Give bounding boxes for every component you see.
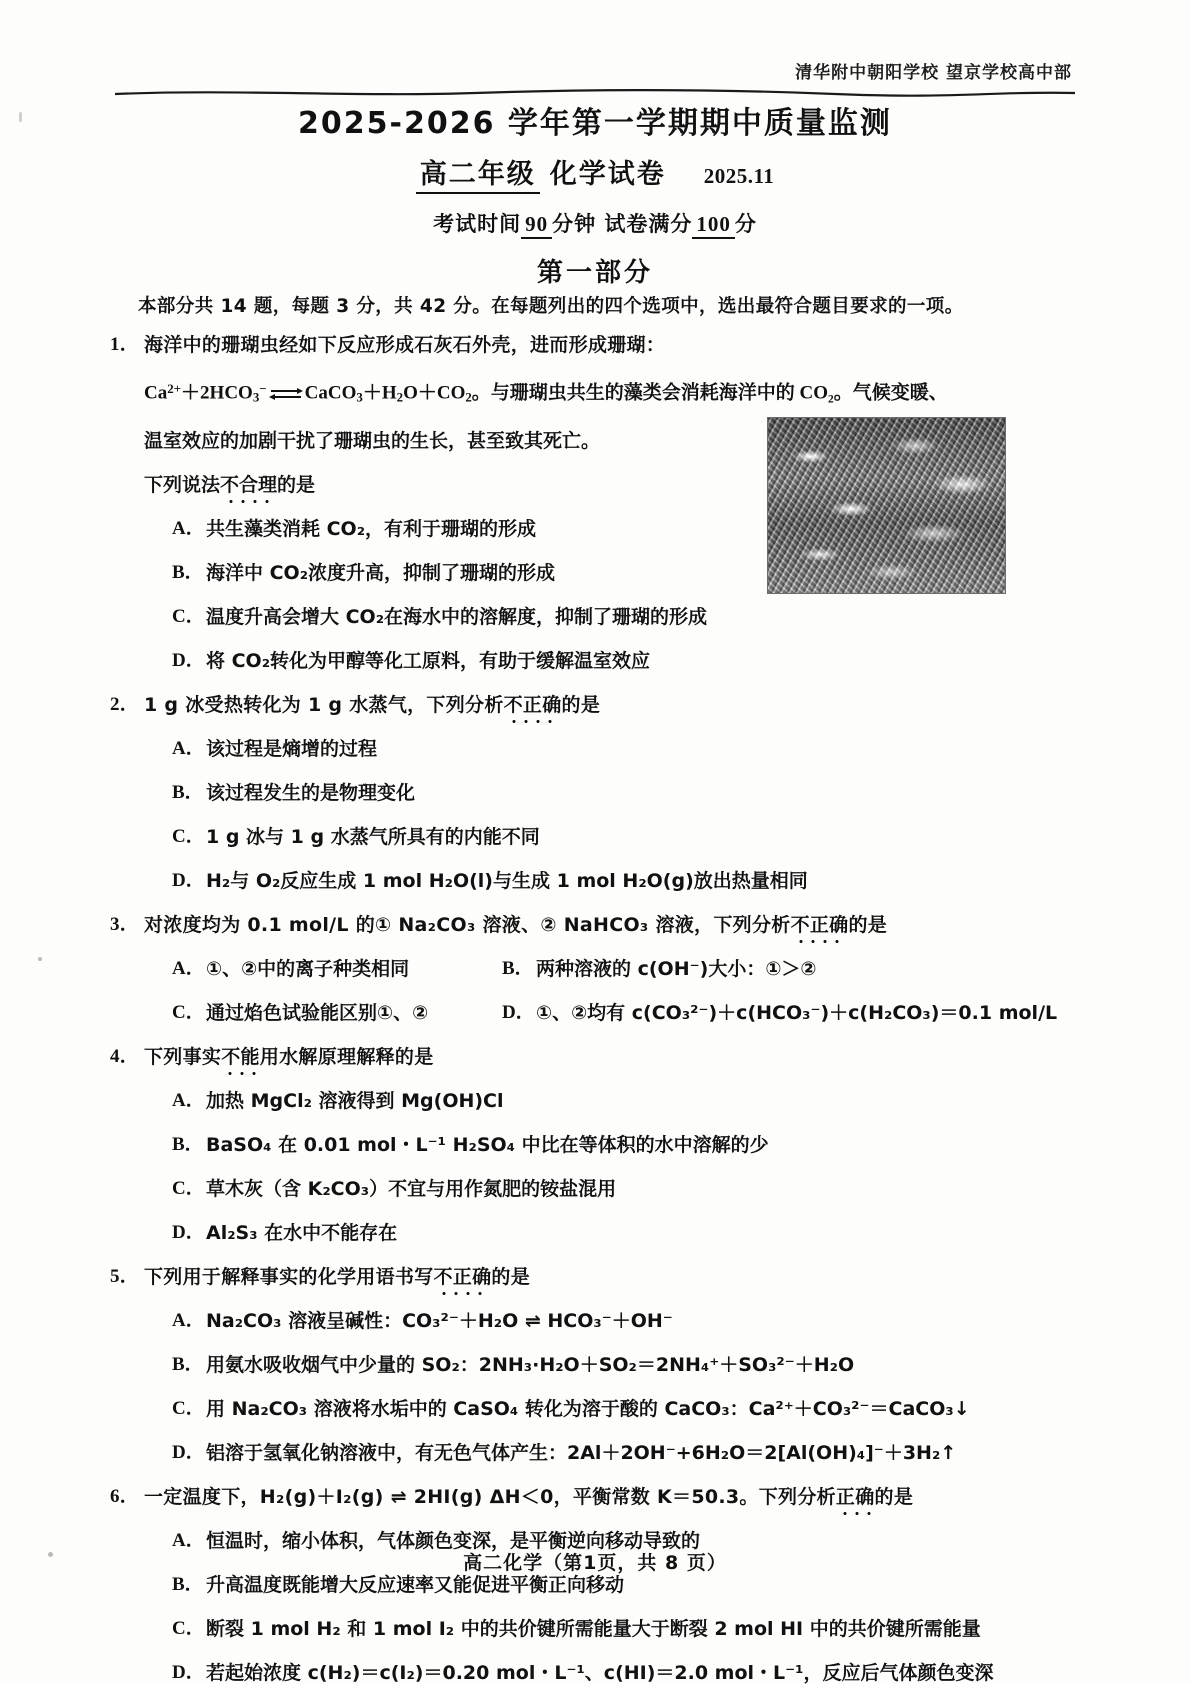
school-name-header: 清华附中朝阳学校 望京学校高中部 (795, 63, 1072, 83)
question-6 (110, 1475, 1100, 1695)
question-1-line4: 下列说法不合理的是 (144, 463, 1100, 507)
question-3 (110, 903, 1100, 1035)
section-title-part-one: 第一部分 (536, 258, 653, 288)
emphasis-dotted-text: 正确 (836, 1475, 875, 1519)
emphasis-dotted-text: 不能 (221, 1035, 260, 1079)
score-suffix: 分 (734, 212, 757, 236)
question-4-stem: 4． 下列事实不能用水解原理解释的是 (110, 1035, 1100, 1079)
scan-speckle (38, 957, 42, 961)
question-4-option-d[interactable]: D． Al₂S₃ 在水中不能存在 (172, 1222, 398, 1245)
question-2-option-b[interactable]: B． 该过程发生的是物理变化 (172, 782, 416, 805)
question-4 (110, 1035, 1100, 1255)
question-4-option-c[interactable]: C． 草木灰（含 K₂CO₃）不宜与用作氮肥的铵盐混用 (172, 1178, 617, 1201)
emphasis-dotted-text: 不合理 (220, 463, 277, 507)
question-1-line3: 温室效应的加剧干扰了珊瑚虫的生长，甚至致其死亡。 (144, 430, 601, 453)
question-2-option-a[interactable]: A． 该过程是熵增的过程 (172, 738, 378, 761)
question-2-stem: 2． 1 g 冰受热转化为 1 g 水蒸气，下列分析不正确的是 (110, 683, 1100, 727)
question-6-option-a[interactable]: A． 恒温时，缩小体积，气体颜色变深，是平衡逆向移动导致的 (172, 1530, 701, 1553)
question-5-option-a[interactable]: A． Na₂CO₃ 溶液呈碱性：CO₃²⁻＋H₂O ⇌ HCO₃⁻＋OH⁻ (172, 1310, 673, 1333)
question-3-option-a[interactable]: A． ①、②中的离子种类相同 (172, 958, 410, 981)
question-3-stem: 3． 对浓度均为 0.1 mol/L 的① Na₂CO₃ 溶液、② NaHCO₃ 溶液，下列分析不正确的是 (110, 903, 1100, 947)
grade-label: 高二年级 (416, 159, 540, 194)
question-3-option-d[interactable]: D． ①、②均有 c(CO₃²⁻)＋c(HCO₃⁻)＋c(H₂CO₃)＝0.1 mol/L (502, 1002, 1058, 1025)
question-5 (110, 1255, 1100, 1475)
emphasis-dotted-text: 不正确 (504, 683, 562, 727)
question-5-stem: 5． 下列用于解释事实的化学用语书写不正确的是 (110, 1255, 1100, 1299)
question-4-option-b[interactable]: B． BaSO₄ 在 0.01 mol・L⁻¹ H₂SO₄ 中比在等体积的水中溶解的少 (172, 1134, 769, 1157)
question-6-option-b[interactable]: B． 升高温度既能增大反应速率又能促进平衡正向移动 (172, 1574, 625, 1597)
header-divider-line (115, 88, 1075, 98)
question-5-option-c[interactable]: C． 用 Na₂CO₃ 溶液将水垢中的 CaSO₄ 转化为溶于酸的 CaCO₃：Ca²⁺＋CO₃²⁻＝CaCO₃↓ (172, 1398, 970, 1421)
emphasis-dotted-text: 不正确 (434, 1255, 492, 1299)
question-number: 6． (110, 1486, 140, 1508)
question-number: 1． (110, 333, 140, 355)
question-2 (110, 683, 1100, 903)
exam-date: 2025.11 (703, 164, 775, 188)
question-3-option-b[interactable]: B． 两种溶液的 c(OH⁻)大小：①＞② (502, 958, 817, 981)
question-1-option-c[interactable]: C． 温度升高会增大 CO₂在海水中的溶解度，抑制了珊瑚的形成 (172, 606, 708, 629)
exam-meta-row (0, 208, 1190, 238)
question-5-option-b[interactable]: B． 用氨水吸收烟气中少量的 SO₂：2NH₃·H₂O＋SO₂＝2NH₄⁺＋SO₃²⁻＋H₂O (172, 1354, 855, 1377)
page-footer: 高二化学（第1页，共 8 页） (463, 1552, 727, 1574)
total-score-value: 100 (692, 212, 735, 239)
exam-content (110, 298, 1100, 1695)
question-6-option-c[interactable]: C． 断裂 1 mol H₂ 和 1 mol I₂ 中的共价键所需能量大于断裂 2 mol HI 中的共价键所需能量 (172, 1618, 981, 1641)
question-1 (110, 323, 1100, 684)
question-4-option-a[interactable]: A． 加热 MgCl₂ 溶液得到 Mg(OH)Cl (172, 1090, 504, 1113)
equilibrium-arrow-icon (269, 384, 303, 403)
question-number: 5． (110, 1266, 140, 1288)
question-3-options-row-1 (172, 947, 1100, 991)
subject-label: 化学试卷 (549, 159, 666, 190)
question-1-option-d[interactable]: D． 将 CO₂转化为甲醇等化工原料，有助于缓解温室效应 (172, 650, 651, 673)
score-prefix: 分钟 试卷满分 (552, 212, 693, 236)
question-6-option-d[interactable]: D． 若起始浓度 c(H₂)＝c(I₂)＝0.20 mol・L⁻¹、c(HI)＝2.0 mol・L⁻¹，反应后气体颜色变深 (172, 1662, 994, 1685)
question-3-options-row-2 (172, 991, 1100, 1035)
section-instruction: 本部分共 14 题，每题 3 分，共 42 分。在每题列出的四个选项中，选出最符合题目要求的一项。 (138, 296, 964, 317)
question-6-stem: 6． 一定温度下，H₂(g)＋I₂(g) ⇌ 2HI(g) ΔH＜0，平衡常数 K＝50.3。下列分析正确的是 (110, 1475, 1100, 1519)
question-3-option-c[interactable]: C． 通过焰色试验能区别①、② (172, 1002, 429, 1025)
emphasis-dotted-text: 不正确 (791, 903, 849, 947)
question-number: 4． (110, 1046, 140, 1068)
duration-value: 90 (521, 212, 552, 239)
question-2-option-d[interactable]: D． H₂与 O₂反应生成 1 mol H₂O(l)与生成 1 mol H₂O(g)放出热量相同 (172, 870, 808, 893)
question-2-option-c[interactable]: C． 1 g 冰与 1 g 水蒸气所具有的内能不同 (172, 826, 540, 849)
question-1-equation-line: $Ca^{2+}+2HCO_3^-$ $CaCO_3+H_2O+CO_2$。与珊瑚虫共生的藻类会消耗海洋中的 CO₂。气候变暖、 (144, 380, 948, 405)
question-number: 3． (110, 914, 140, 936)
question-1-option-b[interactable]: B． 海洋中 CO₂浓度升高，抑制了珊瑚的形成 (172, 562, 556, 585)
subject-title-row (0, 152, 1190, 191)
question-1-option-a[interactable]: A． 共生藻类消耗 CO₂，有利于珊瑚的形成 (172, 518, 537, 541)
page-title: 2025-2026 学年第一学期期中质量监测 (298, 106, 892, 141)
question-number: 2． (110, 694, 140, 716)
duration-prefix: 考试时间 (433, 212, 522, 236)
question-1-stem: 1． 海洋中的珊瑚虫经如下反应形成石灰石外壳，进而形成珊瑚： (110, 323, 1100, 367)
question-5-option-d[interactable]: D． 铝溶于氢氧化钠溶液中，有无色气体产生：2Al＋2OH⁻+6H₂O＝2[Al(OH)₄]⁻＋3H₂↑ (172, 1442, 957, 1465)
